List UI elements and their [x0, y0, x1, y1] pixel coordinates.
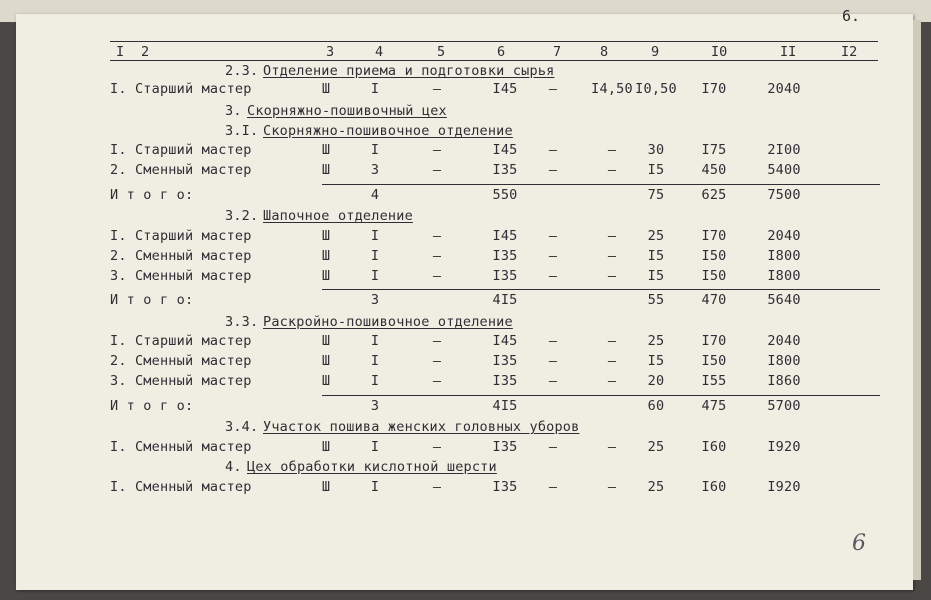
cell-c11: I800: [767, 353, 801, 369]
cell-c5: –: [432, 142, 442, 158]
cell-c4: 3: [370, 398, 380, 414]
cell-c3: Ш: [321, 268, 331, 284]
cell-c4: I: [370, 248, 380, 264]
cell-c11: 2040: [767, 228, 801, 244]
cell-c5: –: [432, 248, 442, 264]
column-header-2: 2: [141, 44, 150, 60]
cell-c3: Ш: [321, 333, 331, 349]
cell-c10: I55: [701, 373, 727, 389]
cell-c4: I: [370, 333, 380, 349]
cell-c11: I920: [767, 439, 801, 455]
cell-c9: I5: [647, 162, 665, 178]
cell-c6: I45: [492, 142, 518, 158]
cell-c3: Ш: [321, 248, 331, 264]
position-name: 2. Сменный мастер: [110, 248, 252, 264]
position-name: 3. Сменный мастер: [110, 268, 252, 284]
cell-c9: 25: [647, 228, 665, 244]
cell-c7: –: [548, 248, 558, 264]
cell-c4: 3: [370, 162, 380, 178]
cell-c8: –: [607, 373, 617, 389]
total-rule: [322, 395, 880, 396]
cell-c5: –: [432, 162, 442, 178]
cell-c8: –: [607, 162, 617, 178]
position-name: I. Старший мастер: [110, 142, 252, 158]
section-title: Скорняжно-пошивочный цех: [247, 103, 447, 119]
cell-c7: –: [548, 228, 558, 244]
cell-c11: I920: [767, 479, 801, 495]
cell-c9: I5: [647, 248, 665, 264]
cell-c10: 475: [701, 398, 727, 414]
column-header-12: I2: [841, 44, 858, 60]
page-stack-edge: [913, 20, 921, 580]
cell-c9: 25: [647, 439, 665, 455]
header-rule-bottom: [110, 60, 878, 61]
cell-c3: Ш: [321, 479, 331, 495]
cell-c4: I: [370, 373, 380, 389]
cell-c5: –: [432, 228, 442, 244]
cell-c9: 20: [647, 373, 665, 389]
cell-c9: 25: [647, 333, 665, 349]
section-number: 3.4.: [225, 419, 259, 435]
section-number: 4.: [225, 459, 242, 475]
column-header-3: 3: [326, 44, 335, 60]
cell-c4: I: [370, 439, 380, 455]
cell-c6: I35: [492, 479, 518, 495]
cell-c6: I35: [492, 353, 518, 369]
cell-c9: I5: [647, 353, 665, 369]
cell-c10: I70: [701, 81, 727, 97]
cell-c11: 5640: [767, 292, 801, 308]
column-header-8: 8: [600, 44, 609, 60]
position-name: 2. Сменный мастер: [110, 162, 252, 178]
cell-c7: –: [548, 162, 558, 178]
cell-c4: I: [370, 268, 380, 284]
position-name: 3. Сменный мастер: [110, 373, 252, 389]
total-label: И т о г о:: [110, 187, 194, 203]
column-header-11: II: [780, 44, 797, 60]
cell-c8: –: [607, 248, 617, 264]
column-header-1: I: [116, 44, 125, 60]
cell-c5: –: [432, 373, 442, 389]
cell-c10: 625: [701, 187, 727, 203]
section-number: 2.3.: [225, 63, 259, 79]
section-title: Цех обработки кислотной шерсти: [247, 459, 497, 475]
cell-c3: Ш: [321, 228, 331, 244]
cell-c6: I35: [492, 162, 518, 178]
cell-c3: Ш: [321, 353, 331, 369]
cell-c9: 55: [647, 292, 665, 308]
cell-c7: –: [548, 373, 558, 389]
cell-c10: I70: [701, 333, 727, 349]
cell-c5: –: [432, 333, 442, 349]
cell-c3: Ш: [321, 142, 331, 158]
cell-c4: I: [370, 479, 380, 495]
column-header-5: 5: [437, 44, 446, 60]
cell-c8: –: [607, 479, 617, 495]
cell-c6: I45: [492, 333, 518, 349]
total-rule: [322, 184, 880, 185]
section-number: 3.3.: [225, 314, 259, 330]
position-name: I. Старший мастер: [110, 81, 252, 97]
cell-c7: –: [548, 333, 558, 349]
cell-c11: I800: [767, 268, 801, 284]
position-name: I. Сменный мастер: [110, 479, 252, 495]
page-number: 6.: [842, 7, 861, 25]
pencil-page-mark: 6: [852, 531, 866, 556]
section-title: Раскройно-пошивочное отделение: [263, 314, 513, 330]
cell-c6: I35: [492, 248, 518, 264]
cell-c10: 450: [701, 162, 727, 178]
header-rule-top: [110, 41, 878, 42]
cell-c7: –: [548, 268, 558, 284]
position-name: I. Старший мастер: [110, 333, 252, 349]
position-name: 2. Сменный мастер: [110, 353, 252, 369]
section-number: 3.I.: [225, 123, 259, 139]
column-header-9: 9: [651, 44, 660, 60]
cell-c8: –: [607, 439, 617, 455]
column-header-4: 4: [375, 44, 384, 60]
section-title: Скорняжно-пошивочное отделение: [263, 123, 513, 139]
cell-c9: 25: [647, 479, 665, 495]
cell-c7: –: [548, 479, 558, 495]
cell-c8: –: [607, 268, 617, 284]
cell-c6: 4I5: [492, 398, 518, 414]
column-header-6: 6: [497, 44, 506, 60]
cell-c6: I45: [492, 81, 518, 97]
cell-c4: 3: [370, 292, 380, 308]
cell-c10: I50: [701, 248, 727, 264]
cell-c11: 2040: [767, 81, 801, 97]
total-label: И т о г о:: [110, 398, 194, 414]
total-rule: [322, 289, 880, 290]
cell-c5: –: [432, 81, 442, 97]
cell-c5: –: [432, 439, 442, 455]
cell-c8: –: [607, 353, 617, 369]
section-title: Отделение приема и подготовки сырья: [263, 63, 555, 79]
cell-c6: I35: [492, 439, 518, 455]
cell-c8: I4,50: [591, 81, 633, 97]
cell-c6: I35: [492, 373, 518, 389]
cell-c6: I45: [492, 228, 518, 244]
section-number: 3.: [225, 103, 242, 119]
column-header-10: I0: [711, 44, 728, 60]
total-label: И т о г о:: [110, 292, 194, 308]
cell-c9: I0,50: [635, 81, 677, 97]
cell-c10: I50: [701, 353, 727, 369]
cell-c3: Ш: [321, 162, 331, 178]
cell-c7: –: [548, 142, 558, 158]
cell-c3: Ш: [321, 81, 331, 97]
cell-c8: –: [607, 228, 617, 244]
position-name: I. Старший мастер: [110, 228, 252, 244]
cell-c4: I: [370, 142, 380, 158]
cell-c11: 2040: [767, 333, 801, 349]
cell-c5: –: [432, 479, 442, 495]
section-title: Шапочное отделение: [263, 208, 413, 224]
cell-c3: Ш: [321, 373, 331, 389]
cell-c4: I: [370, 353, 380, 369]
cell-c11: 7500: [767, 187, 801, 203]
cell-c11: I800: [767, 248, 801, 264]
cell-c10: I75: [701, 142, 727, 158]
cell-c4: I: [370, 81, 380, 97]
cell-c11: I860: [767, 373, 801, 389]
cell-c3: Ш: [321, 439, 331, 455]
cell-c11: 5400: [767, 162, 801, 178]
cell-c4: I: [370, 228, 380, 244]
cell-c5: –: [432, 353, 442, 369]
cell-c6: 550: [492, 187, 518, 203]
cell-c7: –: [548, 353, 558, 369]
cell-c9: 75: [647, 187, 665, 203]
cell-c10: I70: [701, 228, 727, 244]
cell-c10: 470: [701, 292, 727, 308]
cell-c6: 4I5: [492, 292, 518, 308]
cell-c10: I50: [701, 268, 727, 284]
cell-c9: 60: [647, 398, 665, 414]
cell-c6: I35: [492, 268, 518, 284]
cell-c8: –: [607, 333, 617, 349]
cell-c7: –: [548, 439, 558, 455]
section-number: 3.2.: [225, 208, 259, 224]
position-name: I. Сменный мастер: [110, 439, 252, 455]
cell-c10: I60: [701, 439, 727, 455]
cell-c9: I5: [647, 268, 665, 284]
cell-c11: 2I00: [767, 142, 801, 158]
cell-c10: I60: [701, 479, 727, 495]
cell-c4: 4: [370, 187, 380, 203]
cell-c5: –: [432, 268, 442, 284]
section-title: Участок пошива женских головных уборов: [263, 419, 580, 435]
cell-c9: 30: [647, 142, 665, 158]
column-header-7: 7: [553, 44, 562, 60]
cell-c11: 5700: [767, 398, 801, 414]
cell-c8: –: [607, 142, 617, 158]
cell-c7: –: [548, 81, 558, 97]
